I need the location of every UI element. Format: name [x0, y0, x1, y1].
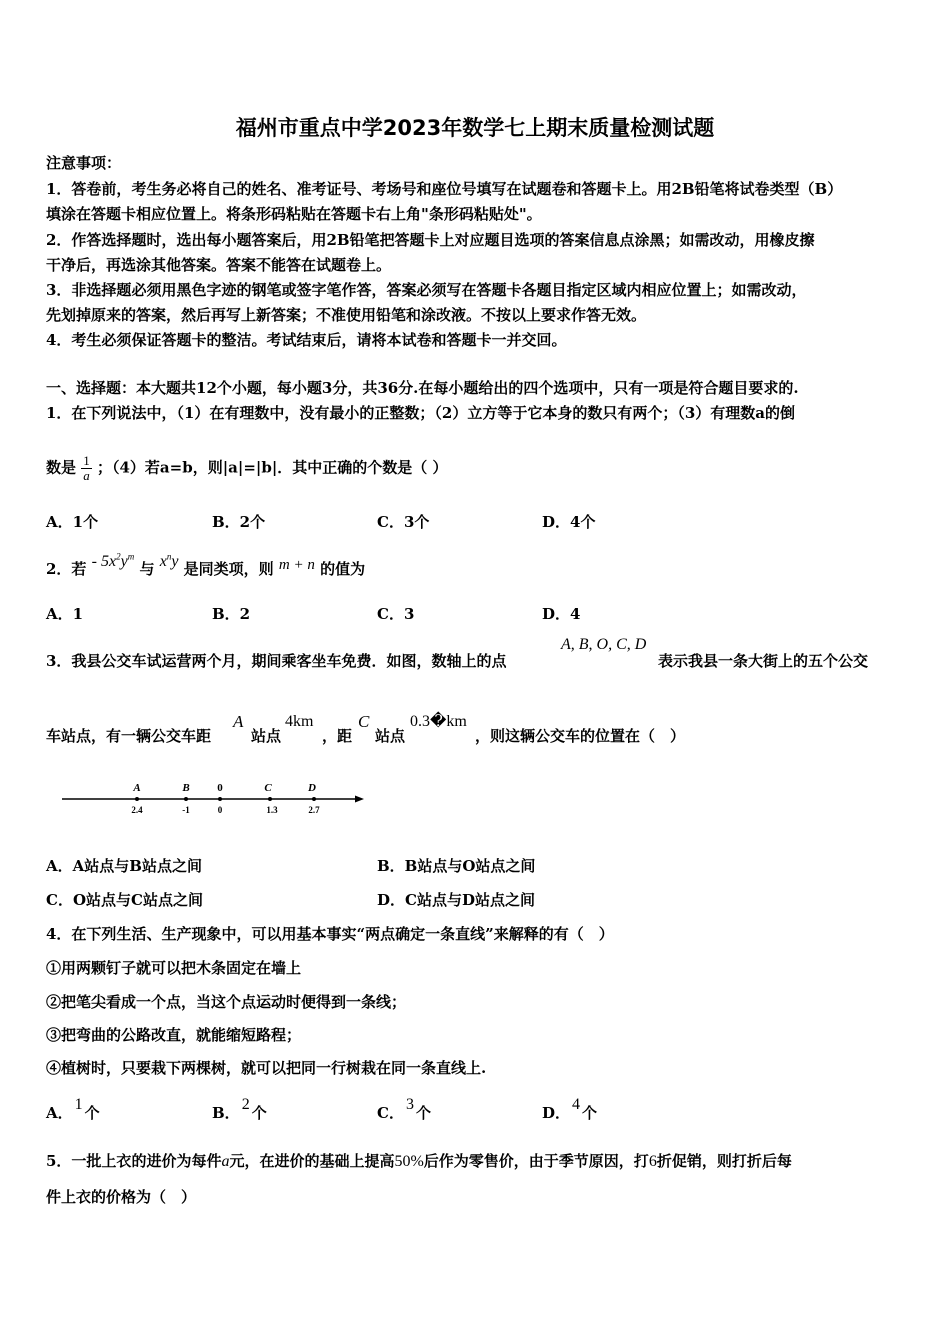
notice-line: 3．非选择题必须用黑色字迹的钢笔或签字笔作答，答案必须写在答题卡各题目指定区域内相应位置上；如需改动， [46, 281, 807, 299]
distance-2: 0.3�km [410, 713, 467, 730]
label-c: C [264, 782, 272, 794]
q1-option-c[interactable]: C．3个 [377, 513, 430, 531]
sum-expression: m + n [278, 557, 315, 573]
question-1-line2: 数是 $\frac{1}{a}$ ；（4）若a=b，则|a|=|b|．其中正确的个数是（ ） [46, 453, 448, 483]
label-a: A [133, 782, 141, 794]
q3-option-a[interactable]: A．A站点与B站点之间 [46, 857, 202, 875]
point-c [268, 797, 272, 801]
notice-line: 先划掉原来的答案，然后再写上新答案；不准使用铅笔和涂改液。不按以上要求作答无效。 [46, 306, 647, 324]
question-3-line2b: 站点 [251, 727, 282, 745]
question-3-line2e: ，则这辆公交车的位置在（ ） [475, 727, 686, 745]
question-5-line2: 件上衣的价格为（ ） [46, 1188, 197, 1206]
q4-item: ①用两颗钉子就可以把木条固定在墙上 [46, 959, 302, 977]
value-c: 1.3 [266, 805, 278, 815]
label-o: 0 [217, 782, 223, 794]
label-b: B [182, 782, 190, 794]
q2-option-a[interactable]: A．1 [46, 605, 84, 623]
question-3-line2a: 车站点，有一辆公交车距 [46, 727, 212, 745]
notice-line: 4．考生必须保证答题卡的整洁。考试结束后，请将本试卷和答题卡一并交回。 [46, 331, 567, 349]
label-d: D [308, 782, 316, 794]
q4-item: ④植树时，只要栽下两棵树，就可以把同一行树栽在同一条直线上. [46, 1059, 487, 1077]
value-o: 0 [217, 805, 223, 815]
q2-option-b[interactable]: B．2 [212, 605, 251, 623]
point-c-symbol: C [358, 712, 370, 731]
value-b: -1 [182, 805, 190, 815]
question-3-line2d: 站点 [375, 727, 406, 745]
number-line [58, 775, 370, 820]
q2-option-d[interactable]: D．4 [542, 605, 581, 623]
value-d: 2.7 [308, 805, 320, 815]
notice-line: 2．作答选择题时，选出每小题答案后，用2B铅笔把答题卡上对应题目选项的答案信息点涂黑；如需改动，用橡皮擦 [46, 231, 815, 249]
value-a: 2.4 [131, 805, 143, 815]
q4-option-d[interactable]: D． 4 个 [542, 1096, 598, 1122]
distance-1: 4km [285, 713, 314, 730]
point-d [312, 797, 316, 801]
notice-line: 1．答卷前，考生务必将自己的姓名、准考证号、考场号和座位号填写在试题卷和答题卡上。用2B铅笔将试卷类型（B） [46, 180, 843, 198]
q2-option-c[interactable]: C．3 [377, 605, 415, 623]
q4-item: ③把弯曲的公路改直，就能缩短路程； [46, 1026, 302, 1044]
notice-line: 填涂在答题卡相应位置上。将条形码粘贴在答题卡右上角"条形码粘贴处"。 [46, 205, 542, 223]
point-b [184, 797, 188, 801]
point-o [218, 797, 222, 801]
expression-1: - $5x^2y^m$ [91, 551, 135, 570]
q1-option-a[interactable]: A．1个 [46, 513, 99, 531]
fraction: $\frac{1}{a}$ [83, 453, 90, 483]
question-2: 2．若 - $5x^2y^m$ 与 $x^ny$ 是同类项，则 m + n 的值为 [46, 551, 366, 578]
q4-item: ②把笔尖看成一个点，当这个点运动时便得到一条线； [46, 993, 407, 1011]
q3-option-b[interactable]: B．B站点与O站点之间 [377, 857, 536, 875]
point-list: A, B, O, C, D [561, 636, 647, 653]
page-title: 福州市重点中学2023年数学七上期末质量检测试题 [235, 116, 715, 140]
question-4-stem: 4．在下列生活、生产现象中，可以用基本事实“两点确定一条直线”来解释的有（ ） [46, 925, 614, 943]
question-1-line1: 1．在下列说法中，（1）在有理数中，没有最小的正整数；（2）立方等于它本身的数只有两个；（3）有理数a的倒 [46, 404, 795, 422]
number-line-arrow [355, 796, 364, 803]
point-a [135, 797, 139, 801]
q4-option-a[interactable]: A． 1 个 [46, 1096, 100, 1122]
q3-option-c[interactable]: C．O站点与C站点之间 [46, 891, 203, 909]
expression-2: $x^ny$ [159, 551, 179, 570]
question-3-line1b: 表示我县一条大街上的五个公交 [658, 652, 869, 670]
section-heading: 一、选择题：本大题共12个小题，每小题3分，共36分.在每小题给出的四个选项中，只有一项是符合题目要求的. [46, 379, 799, 397]
point-a-symbol: A [233, 712, 244, 731]
q4-option-c[interactable]: C． 3 个 [377, 1096, 431, 1122]
question-3-line2c: ，距 [322, 727, 353, 745]
q4-option-b[interactable]: B． 2 个 [212, 1096, 267, 1122]
q1-option-b[interactable]: B．2个 [212, 513, 266, 531]
q1-option-d[interactable]: D．4个 [542, 513, 596, 531]
q3-option-d[interactable]: D．C站点与D站点之间 [377, 891, 535, 909]
question-3-line1a: 3．我县公交车试运营两个月，期间乘客坐车免费．如图，数轴上的点 [46, 652, 507, 670]
notice-heading: 注意事项： [46, 154, 122, 172]
question-5-line1: 5．一批上衣的进价为每件a元，在进价的基础上提高50%后作为零售价，由于季节原因，打6折促销，则打折后每 [46, 1152, 792, 1170]
notice-line: 干净后，再选涂其他答案。答案不能答在试题卷上。 [46, 256, 392, 274]
